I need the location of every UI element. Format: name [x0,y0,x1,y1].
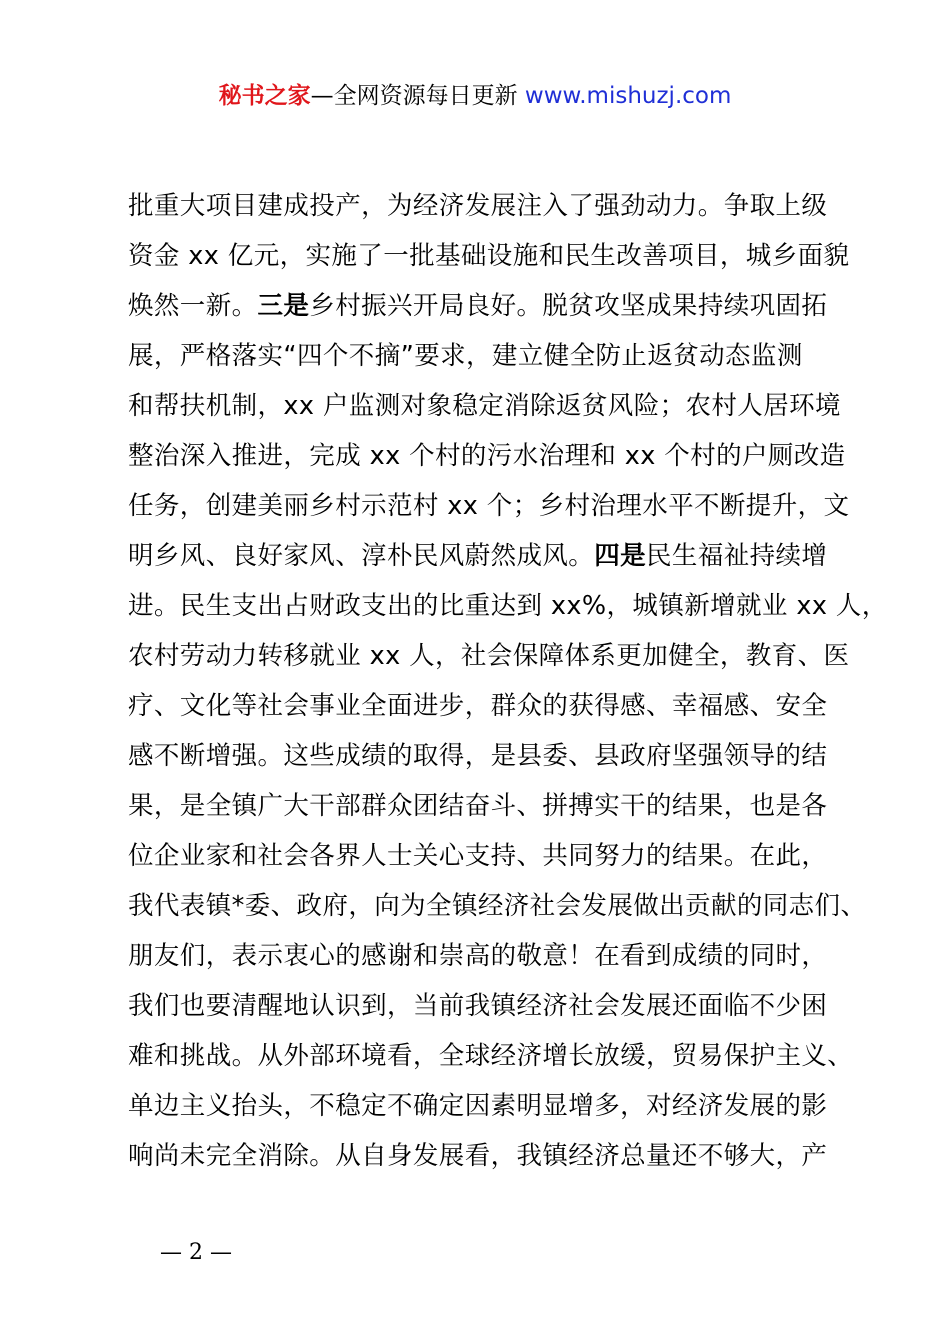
body-line [128,531,848,581]
body-line: 资金 xx 亿元，实施了一批基础设施和民生改善项目，城乡面貌 [128,241,850,271]
body-line: 难和挑战。从外部环境看，全球经济增长放缓，贸易保护主义、 [128,1041,854,1071]
body-line [128,281,848,331]
body-line: 我代表镇*委、政府，向为全镇经济社会发展做出贡献的同志们、 [128,891,867,921]
body-line: 朋友们，表示衷心的感谢和崇高的敬意！在看到成绩的同时， [128,941,828,971]
body-line: 单边主义抬头，不稳定不确定因素明显增多，对经济发展的影 [128,1091,828,1121]
body-line: 我们也要清醒地认识到，当前我镇经济社会发展还面临不少困 [128,991,828,1021]
body-line: 进。民生支出占财政支出的比重达到 xx%，城镇新增就业 xx 人， [128,591,888,621]
emphasis-marker: 三是 [257,291,310,321]
header-url-link[interactable]: www.mishuzj.com [524,83,732,109]
brand-name: 秘书之家 [218,83,311,109]
header-tagline: —全网资源每日更新 [310,83,518,109]
body-line: 位企业家和社会各界人士关心支持、共同努力的结果。在此， [128,841,828,871]
emphasis-marker: 四是 [594,541,647,571]
body-line: 疗、文化等社会事业全面进步，群众的获得感、幸福感、安全 [128,691,828,721]
body-line: 任务，创建美丽乡村示范村 xx 个；乡村治理水平不断提升，文 [128,491,850,521]
page-number: — 2 — [160,1240,232,1265]
body-line-text: 明乡风、良好家风、淳朴民风蔚然成风。 [128,541,595,571]
body-line: 展，严格落实“四个不摘”要求，建立健全防止返贫动态监测 [128,341,803,371]
body-line: 响尚未完全消除。从自身发展看，我镇经济总量还不够大，产 [128,1141,828,1171]
page-header [0,80,950,112]
body-line: 果，是全镇广大干部群众团结奋斗、拼搏实干的结果，也是各 [128,791,828,821]
body-line-text: 民生福祉持续增 [646,541,828,571]
body-line-text: 乡村振兴开局良好。脱贫攻坚成果持续巩固拓 [309,291,828,321]
body-line: 和帮扶机制，xx 户监测对象稳定消除返贫风险；农村人居环境 [128,391,841,421]
body-line: 批重大项目建成投产，为经济发展注入了强劲动力。争取上级 [128,191,828,221]
body-line-text: 焕然一新。 [128,291,258,321]
body-line: 农村劳动力转移就业 xx 人，社会保障体系更加健全，教育、医 [128,641,850,671]
document-body [128,181,888,1181]
body-line: 感不断增强。这些成绩的取得，是县委、县政府坚强领导的结 [128,741,828,771]
body-line: 整治深入推进，完成 xx 个村的污水治理和 xx 个村的户厕改造 [128,441,846,471]
